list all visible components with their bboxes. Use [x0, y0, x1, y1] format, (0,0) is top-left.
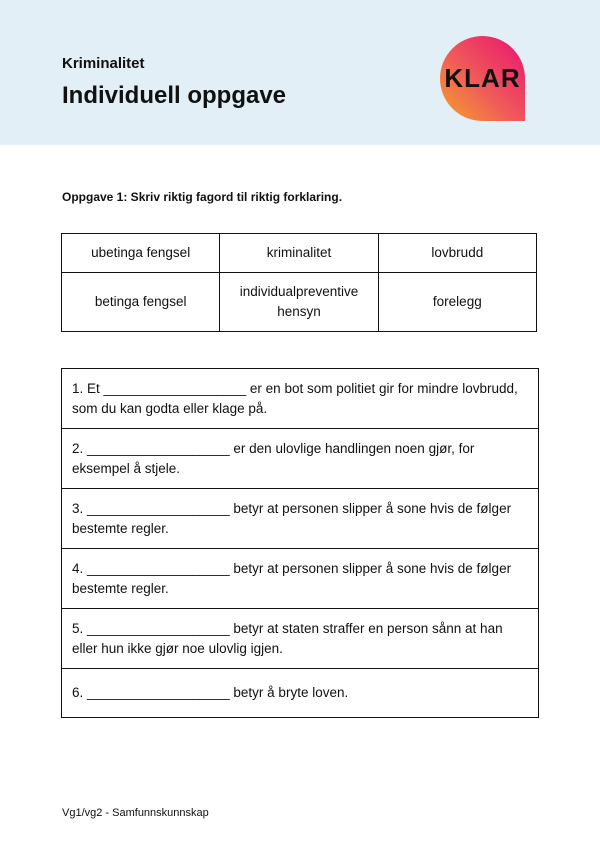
term-cell: individualpreventive hensyn	[220, 273, 378, 332]
questions-box	[61, 368, 539, 718]
logo-text: KLAR	[444, 63, 521, 93]
question-item	[62, 549, 538, 609]
klar-logo	[440, 36, 525, 121]
question-item	[62, 429, 538, 489]
terms-table	[61, 233, 537, 332]
question-item	[62, 489, 538, 549]
question-text: 6. ___________________ betyr å bryte loven.	[72, 685, 349, 700]
terms-row	[62, 273, 537, 332]
header-banner	[0, 0, 600, 145]
terms-row	[62, 234, 537, 273]
task-heading: Oppgave 1: Skriv riktig fagord til riktig forklaring.	[62, 190, 343, 204]
question-item	[62, 369, 538, 429]
term-cell: forelegg	[378, 273, 536, 332]
page-title: Individuell oppgave	[62, 82, 287, 109]
question-text: 5. ___________________ betyr at staten straffer en person sånn at han eller hun ikke gjør noe ulovlig igjen.	[72, 620, 503, 656]
question-text: 3. ___________________ betyr at personen slipper å sone hvis de følger bestemte regler.	[72, 500, 512, 536]
question-text: 4. ___________________ betyr at personen slipper å sone hvis de følger bestemte regler.	[72, 560, 512, 596]
question-item	[62, 669, 538, 717]
question-item	[62, 609, 538, 669]
term-cell: kriminalitet	[220, 234, 378, 273]
term-cell: betinga fengsel	[62, 273, 220, 332]
term-cell: lovbrudd	[378, 234, 536, 273]
subject-label: Kriminalitet	[62, 55, 145, 72]
question-text: 1. Et ___________________ er en bot som politiet gir for mindre lovbrudd, som du kan godta eller klage på.	[72, 380, 518, 416]
footer-text: Vg1/vg2 - Samfunnskunnskap	[62, 807, 209, 819]
term-cell: ubetinga fengsel	[62, 234, 220, 273]
question-text: 2. ___________________ er den ulovlige handlingen noen gjør, for eksempel å stjele.	[72, 440, 475, 476]
